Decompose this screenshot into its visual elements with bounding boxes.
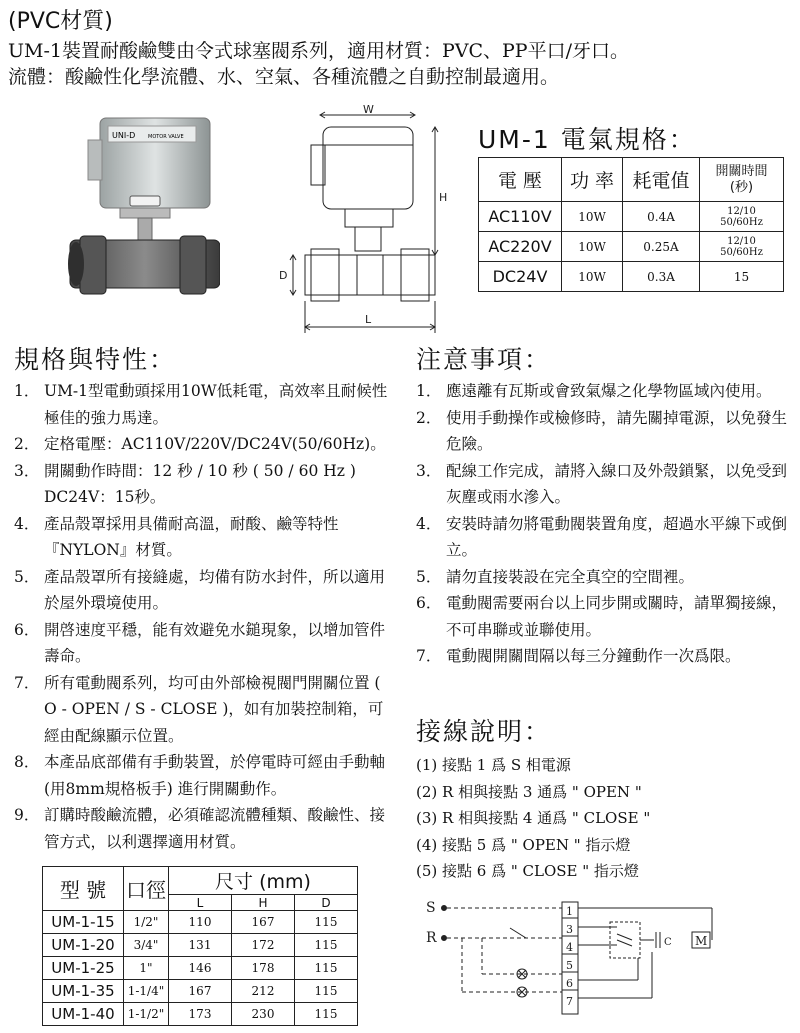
table-row <box>43 934 358 957</box>
cell: 12/10 50/60Hz <box>700 232 784 262</box>
cell: AC220V <box>479 232 562 262</box>
cell: 15 <box>700 262 784 292</box>
page-title: (PVC材質) <box>8 9 113 34</box>
col-model: 型 號 <box>43 867 124 911</box>
terminal-5: 5 <box>566 959 573 972</box>
item-number: 1． <box>14 382 40 400</box>
cell: 1-1/2" <box>124 1003 169 1026</box>
cell: UM-1-35 <box>43 980 124 1003</box>
cell: 115 <box>295 1003 358 1026</box>
list-item <box>416 405 792 458</box>
cell: 10W <box>562 262 623 292</box>
cell: 3/4" <box>124 934 169 957</box>
item-text: 應遠離有瓦斯或會致氣爆之化學物區域內使用。 <box>446 382 772 400</box>
cell: UM-1-20 <box>43 934 124 957</box>
cell: 1/2" <box>124 911 169 934</box>
col-switch-time: 開關時間 (秒) <box>700 158 784 202</box>
item-number: 7． <box>14 673 40 692</box>
list-item <box>14 749 394 802</box>
dimension-drawing <box>265 105 455 335</box>
motor-label: M <box>695 934 708 948</box>
model-label: MOTOR VALVE <box>148 134 184 140</box>
cell: AC110V <box>479 202 562 232</box>
item-number: 6． <box>416 594 442 612</box>
cell: 167 <box>232 911 295 934</box>
cell: 212 <box>232 980 295 1003</box>
cell: 0.3A <box>623 262 700 292</box>
item-text: 產品殼罩所有接縫處，均備有防水封件，所以適用於屋外環境使用。 <box>44 567 386 612</box>
features-list <box>14 378 394 855</box>
cell: 115 <box>295 980 358 1003</box>
list-item <box>14 431 394 458</box>
notes-title: 注意事項： <box>416 345 552 374</box>
list-item: (2) R 相與接點 3 通爲 " OPEN " <box>416 782 642 801</box>
cell: 1-1/4" <box>124 980 169 1003</box>
item-number: 5． <box>14 567 40 586</box>
dim-h: H <box>439 191 448 204</box>
cell: 12/10 50/60Hz <box>700 202 784 232</box>
list-item <box>14 564 394 617</box>
list-item <box>14 670 394 750</box>
terminal-4: 4 <box>566 941 573 954</box>
col-h: H <box>232 895 295 911</box>
item-number: 2． <box>416 408 442 427</box>
item-text: 配線工作完成，請將入線口及外殼鎖緊，以免受到灰塵或雨水滲入。 <box>446 461 788 506</box>
table-row <box>43 911 358 934</box>
list-item: (5) 接點 6 爲 " CLOSE " 指示燈 <box>416 862 639 880</box>
item-text: 定格電壓：AC110V/220V/DC24V(50/60Hz)。 <box>44 435 386 453</box>
item-text: 電動閥需要兩台以上同步開或關時，請單獨接線，不可串聯或並聯使用。 <box>446 594 788 639</box>
item-number: 5． <box>416 567 442 586</box>
list-item: (3) R 相與接點 4 通爲 " CLOSE " <box>416 809 651 827</box>
col-size: 尺寸 (mm) <box>169 867 358 895</box>
cell: 0.4A <box>623 202 700 232</box>
list-item <box>14 458 394 511</box>
elec-spec-table <box>478 157 784 292</box>
list-item <box>14 617 394 670</box>
cell: UM-1-40 <box>43 1003 124 1026</box>
item-text: 安裝時請勿將電動閥裝置角度，超過水平線下或倒立。 <box>446 514 788 559</box>
cell: UM-1-25 <box>43 957 124 980</box>
phase-r-label: R <box>426 930 437 946</box>
phase-s-label: S <box>426 900 436 916</box>
item-text: 本產品底部備有手動裝置，於停電時可經由手動軸 (用8mm規格板手) 進行開關動作。 <box>44 753 386 798</box>
product-photo <box>60 110 220 315</box>
intro-line-1: UM-1裝置耐酸鹼雙由令式球塞閥系列，適用材質：PVC、PP平口/牙口。 <box>8 40 629 62</box>
item-number: 4． <box>14 514 40 533</box>
list-item: (1) 接點 1 爲 S 相電源 <box>416 756 571 774</box>
item-number: 3． <box>14 461 40 480</box>
wiring-diagram <box>422 892 742 1022</box>
cell: 178 <box>232 957 295 980</box>
table-row <box>479 262 784 292</box>
dim-d: D <box>279 269 288 282</box>
wiring-list <box>416 752 650 885</box>
cell: 1" <box>124 957 169 980</box>
col-power: 功 率 <box>562 158 623 202</box>
cell: 110 <box>169 911 232 934</box>
intro-text <box>8 38 629 90</box>
cell: UM-1-15 <box>43 911 124 934</box>
dim-w: W <box>363 105 374 116</box>
intro-line-2: 流體：酸鹼性化學流體、水、空氣、各種流體之自動控制最適用。 <box>8 66 560 88</box>
list-item: (4) 接點 5 爲 " OPEN " 指示燈 <box>416 835 631 854</box>
terminal-6: 6 <box>566 977 573 990</box>
item-number: 1． <box>416 382 442 400</box>
model-table <box>42 866 358 1026</box>
list-item <box>14 378 394 431</box>
cell: 10W <box>562 232 623 262</box>
terminal-1: 1 <box>566 905 573 918</box>
cell: 0.25A <box>623 232 700 262</box>
col-current: 耗電值 <box>623 158 700 202</box>
table-row <box>43 1003 358 1026</box>
table-row <box>479 202 784 232</box>
cell: DC24V <box>479 262 562 292</box>
item-number: 3． <box>416 461 442 480</box>
item-text: 訂購時酸鹼流體，必須確認流體種類、酸鹼性、接管方式，以利選擇適用材質。 <box>44 806 386 851</box>
list-item <box>14 511 394 564</box>
item-number: 9． <box>14 806 40 824</box>
cell: 167 <box>169 980 232 1003</box>
dim-l: L <box>365 313 372 326</box>
col-bore: 口徑 <box>124 867 169 911</box>
table-row <box>43 980 358 1003</box>
item-text: UM-1型電動頭採用10W低耗電，高效率且耐候性極佳的強力馬達。 <box>44 382 388 427</box>
list-item <box>416 511 792 564</box>
item-text: 請勿直接裝設在完全真空的空間裡。 <box>446 567 695 586</box>
item-number: 7． <box>416 647 442 665</box>
table-row <box>479 232 784 262</box>
item-text: 開關動作時間：12 秒 / 10 秒 ( 50 / 60 Hz ) DC24V：15秒。 <box>44 461 356 506</box>
cell: 131 <box>169 934 232 957</box>
list-item <box>416 643 792 670</box>
elec-spec-title: UM-1 電氣規格： <box>478 125 696 154</box>
notes-list <box>416 378 792 670</box>
item-number: 8． <box>14 753 40 771</box>
item-number: 6． <box>14 620 40 639</box>
cell: 115 <box>295 957 358 980</box>
capacitor-label: C <box>664 937 672 948</box>
item-number: 2． <box>14 435 40 453</box>
list-item <box>14 802 394 855</box>
cell: 115 <box>295 934 358 957</box>
list-item <box>416 458 792 511</box>
terminal-3: 3 <box>566 923 573 936</box>
item-text: 使用手動操作或檢修時，請先關掉電源，以免發生危險。 <box>446 408 788 453</box>
col-d: D <box>295 895 358 911</box>
list-item <box>416 564 792 591</box>
brand-label: UNI-D <box>112 131 136 140</box>
cell: 230 <box>232 1003 295 1026</box>
cell: 172 <box>232 934 295 957</box>
table-row <box>43 957 358 980</box>
list-item <box>416 378 792 405</box>
item-text: 開啓速度平穩，能有效避免水鎚現象，以增加管件壽命。 <box>44 620 386 665</box>
item-text: 所有電動閥系列，均可由外部檢視閥門開關位置 ( O - OPEN / S - CLOSE )，如有加裝控制箱，可經由配線顯示位置。 <box>44 673 384 745</box>
wiring-title: 接線說明： <box>416 717 552 746</box>
item-text: 產品殼罩採用具備耐高溫，耐酸、鹼等特性『NYLON』材質。 <box>44 514 339 559</box>
item-number: 4． <box>416 514 442 533</box>
list-item <box>416 590 792 643</box>
features-title: 規格與特性： <box>14 345 177 374</box>
cell: 146 <box>169 957 232 980</box>
col-l: L <box>169 895 232 911</box>
cell: 115 <box>295 911 358 934</box>
cell: 173 <box>169 1003 232 1026</box>
col-voltage: 電 壓 <box>479 158 562 202</box>
cell: 10W <box>562 202 623 232</box>
item-text: 電動閥開關間隔以每三分鐘動作一次爲限。 <box>446 647 741 665</box>
terminal-7: 7 <box>566 995 573 1008</box>
